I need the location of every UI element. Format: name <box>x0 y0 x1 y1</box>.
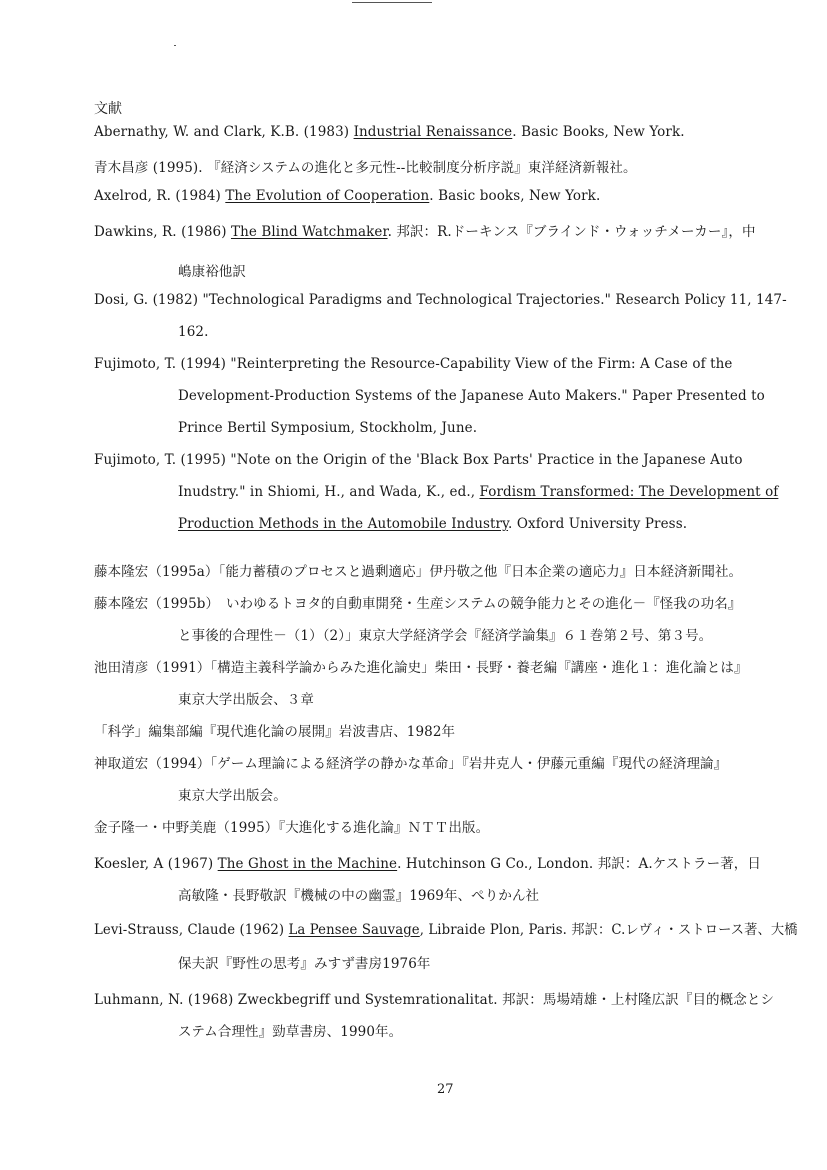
reference-text: Luhmann, N. (1968) Zweckbegriff und Systemrationalitat. 邦訳：馬場靖雄・上村隆広訳『目的概念とシ <box>94 992 775 1008</box>
reference-entry <box>94 656 748 676</box>
scan-artifact-top <box>352 2 432 3</box>
reference-continuation <box>178 688 314 708</box>
reference-entry <box>94 452 743 468</box>
reference-continuation <box>178 784 287 804</box>
reference-text: 金子隆一・中野美鹿（1995）『大進化する進化論』ＮＴＴ出版。 <box>94 820 490 836</box>
reference-entry <box>94 292 787 308</box>
reference-text: . Basic books, New York. <box>429 188 601 204</box>
reference-text: 162. <box>178 324 209 340</box>
reference-continuation <box>178 484 778 500</box>
reference-text: Fujimoto, T. (1994) "Reinterpreting the Resource-Capability View of the Firm: A Case of the <box>94 356 733 372</box>
reference-continuation <box>178 516 687 532</box>
page-number: 27 <box>437 1082 454 1097</box>
reference-entry <box>94 852 761 872</box>
reference-text: Levi-Strauss, Claude (1962) <box>94 922 289 938</box>
underlined-title: The Evolution of Cooperation <box>225 188 430 204</box>
reference-continuation <box>178 624 712 644</box>
reference-continuation <box>178 1020 402 1040</box>
reference-entry <box>94 816 489 836</box>
underlined-title: The Blind Watchmaker <box>230 224 388 240</box>
reference-entry <box>94 220 756 240</box>
reference-text: 神取道宏（1994）「ゲーム理論による経済学の静かな革命」『岩井克人・伊藤元重編『現代の経済理論』 <box>94 756 728 772</box>
reference-text: 東京大学出版会。 <box>178 788 287 804</box>
reference-text: Prince Bertil Symposium, Stockholm, June. <box>178 420 478 436</box>
reference-text: Fujimoto, T. (1995) "Note on the Origin of the 'Black Box Parts' Practice in the Japanese Auto <box>94 452 743 468</box>
references-heading: 文献 <box>94 101 122 117</box>
reference-text: . 邦訳：R.ドーキンス『ブラインド・ウォッチメーカー』，中 <box>387 224 756 240</box>
reference-entry <box>94 124 685 140</box>
reference-text: Koesler, A (1967) <box>94 856 218 872</box>
reference-text: 東京大学出版会、３章 <box>178 692 314 708</box>
reference-text: Inudstry." in Shiomi, H., and Wada, K., ed., <box>178 484 480 500</box>
reference-text: と事後的合理性－（1）（2）」東京大学経済学会『経済学論集』６１巻第２号、第３号。 <box>178 628 713 644</box>
underlined-title: Production Methods in the Automobile Industry <box>178 516 509 532</box>
reference-text: Axelrod, R. (1984) <box>94 188 226 204</box>
reference-text: ステム合理性』勁草書房、1990年。 <box>178 1024 403 1040</box>
reference-text: . Oxford University Press. <box>508 516 688 532</box>
reference-text: . Hutchinson G Co., London. 邦訳：A.ケストラー著，日 <box>397 856 762 872</box>
reference-continuation <box>178 324 208 340</box>
reference-text: , Libraide Plon, Paris. 邦訳：C.レヴィ・ストロース著、大橋 <box>419 922 798 938</box>
reference-text: 「科学」編集部編『現代進化論の展開』岩波書店、1982年 <box>94 724 456 740</box>
reference-text: 藤本隆宏（1995b） いわゆるトヨタ的自動車開発・生産システムの競争能力とその進化－『怪我の功名』 <box>94 596 742 612</box>
reference-text: . Basic Books, New York. <box>512 124 685 140</box>
reference-entry <box>94 918 798 938</box>
reference-continuation <box>178 884 539 904</box>
reference-entry <box>94 156 637 176</box>
reference-continuation <box>178 952 431 972</box>
underlined-title: La Pensee Sauvage <box>288 922 420 938</box>
reference-continuation <box>178 388 765 404</box>
reference-entry <box>94 988 774 1008</box>
reference-text: Development-Production Systems of the Japanese Auto Makers." Paper Presented to <box>178 388 765 404</box>
reference-continuation <box>178 260 246 280</box>
reference-text: Abernathy, W. and Clark, K.B. (1983) <box>94 124 354 140</box>
underlined-title: Fordism Transformed: The Development of <box>479 484 779 500</box>
reference-text: 青木昌彦 (1995). 『経済システムの進化と多元性--比較制度分析序説』東洋経済新報社。 <box>94 160 637 176</box>
reference-entry <box>94 560 742 580</box>
underlined-title: The Ghost in the Machine <box>217 856 398 872</box>
reference-entry <box>94 356 733 372</box>
reference-text: 保夫訳『野性の思考』みすず書房1976年 <box>178 956 431 972</box>
reference-text: Dawkins, R. (1986) <box>94 224 231 240</box>
reference-entry <box>94 188 600 204</box>
reference-text: 池田清彦（1991）「構造主義科学論からみた進化論史」柴田・長野・養老編『講座・進化１：進化論とは』 <box>94 660 748 676</box>
reference-entry <box>94 752 727 772</box>
reference-text: 嶋康裕他訳 <box>178 264 246 280</box>
reference-continuation <box>178 420 477 436</box>
reference-text: Dosi, G. (1982) "Technological Paradigms and Technological Trajectories." Research Policy 11, 147- <box>94 292 787 308</box>
scan-artifact-dot <box>174 45 176 46</box>
underlined-title: Industrial Renaissance <box>353 124 513 140</box>
reference-text: 高敏隆・長野敬訳『機械の中の幽霊』1969年、ぺりかん社 <box>178 888 540 904</box>
reference-text: 藤本隆宏（1995a）「能力蓄積のプロセスと過剰適応」伊丹敬之他『日本企業の適応力』日本経済新聞社。 <box>94 564 743 580</box>
reference-entry <box>94 592 741 612</box>
reference-entry <box>94 720 455 740</box>
